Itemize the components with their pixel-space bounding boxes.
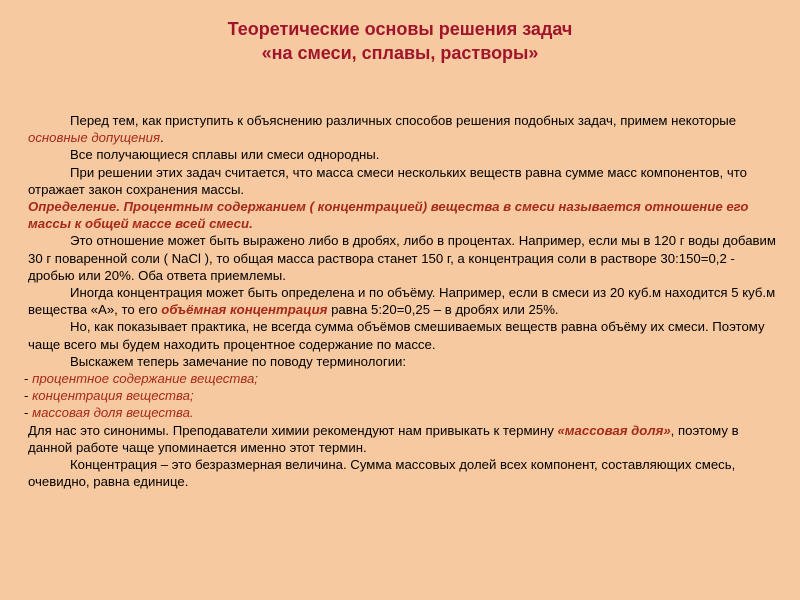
term-text: концентрация вещества; — [32, 388, 194, 404]
paragraph-text: Иногда концентрация может быть определена и по объёму. Например, если в смеси из 20 куб.м находится 5 куб.м вещества «А», то его — [28, 285, 776, 318]
slide-body — [24, 112, 778, 490]
highlight-mass-fraction: «массовая доля» — [557, 422, 671, 438]
paragraph-text: Перед тем, как приступить к объяснению различных способов решения подобных задач, примем некоторые — [70, 113, 737, 128]
paragraph-text: Для нас это синонимы. Преподаватели химии рекомендуют нам привыкать к термину — [28, 422, 558, 438]
term-text: процентное содержание вещества; — [32, 371, 258, 387]
title-line-1: Теоретические основы решения задач — [227, 19, 573, 39]
paragraph-practice: Но, как показывает практика, не всегда сумма объёмов смешиваемых веществ равна объёму их смеси. Поэтому чаще всего мы будем находить процентное содержание по массе. — [28, 319, 765, 352]
highlight-assumptions: основные допущения — [28, 130, 161, 146]
paragraph-assumptions — [28, 112, 778, 146]
paragraph-end: равна 5:20=0,25 – в дробях или 25%. — [327, 302, 559, 318]
paragraph-end: , поэтому в данной работе чаще упоминается именно этот термин. — [28, 422, 739, 455]
paragraph-example: Это отношение может быть выражено либо в дробях, либо в процентах. Например, если мы в 120 г воды добавим 30 г поваренной соли ( NaCl ), то общая масса раствора станет 150 г, а концентрация соли в растворе 30:150=0,2 - дробью или 20%. Оба ответа приемлемы. — [28, 233, 776, 283]
term-text: массовая доля вещества. — [32, 405, 194, 421]
paragraph-synonyms — [28, 422, 778, 456]
paragraph-mass-conservation: При решении этих задач считается, что масса смеси нескольких веществ равна сумме масс компонентов, что отражает закон сохранения массы. — [28, 164, 747, 197]
paragraph-dimensionless: Концентрация – это безразмерная величина. Сумма массовых долей всех компонент, составляющих смесь, очевидно, равна единице. — [28, 457, 736, 490]
definition-paragraph: Определение. Процентным содержанием ( концентрацией) вещества в смеси называется отношение его массы к общей массе всей смеси. — [28, 199, 749, 232]
paragraph-end: . — [160, 130, 164, 146]
term-dash: - — [24, 405, 33, 421]
paragraph-volume — [28, 284, 778, 318]
term-dash: - — [24, 388, 33, 404]
term-item — [24, 370, 778, 387]
paragraph-terminology: Выскажем теперь замечание по поводу терминологии: — [70, 353, 407, 369]
term-item — [24, 387, 778, 404]
title-line-2: «на смеси, сплавы, растворы» — [261, 43, 539, 63]
paragraph-homogeneous: Все получающиеся сплавы или смеси однородны. — [70, 147, 380, 163]
term-item — [24, 404, 778, 421]
term-dash: - — [24, 371, 33, 387]
highlight-volume-concentration: объёмная концентрация — [161, 302, 328, 318]
